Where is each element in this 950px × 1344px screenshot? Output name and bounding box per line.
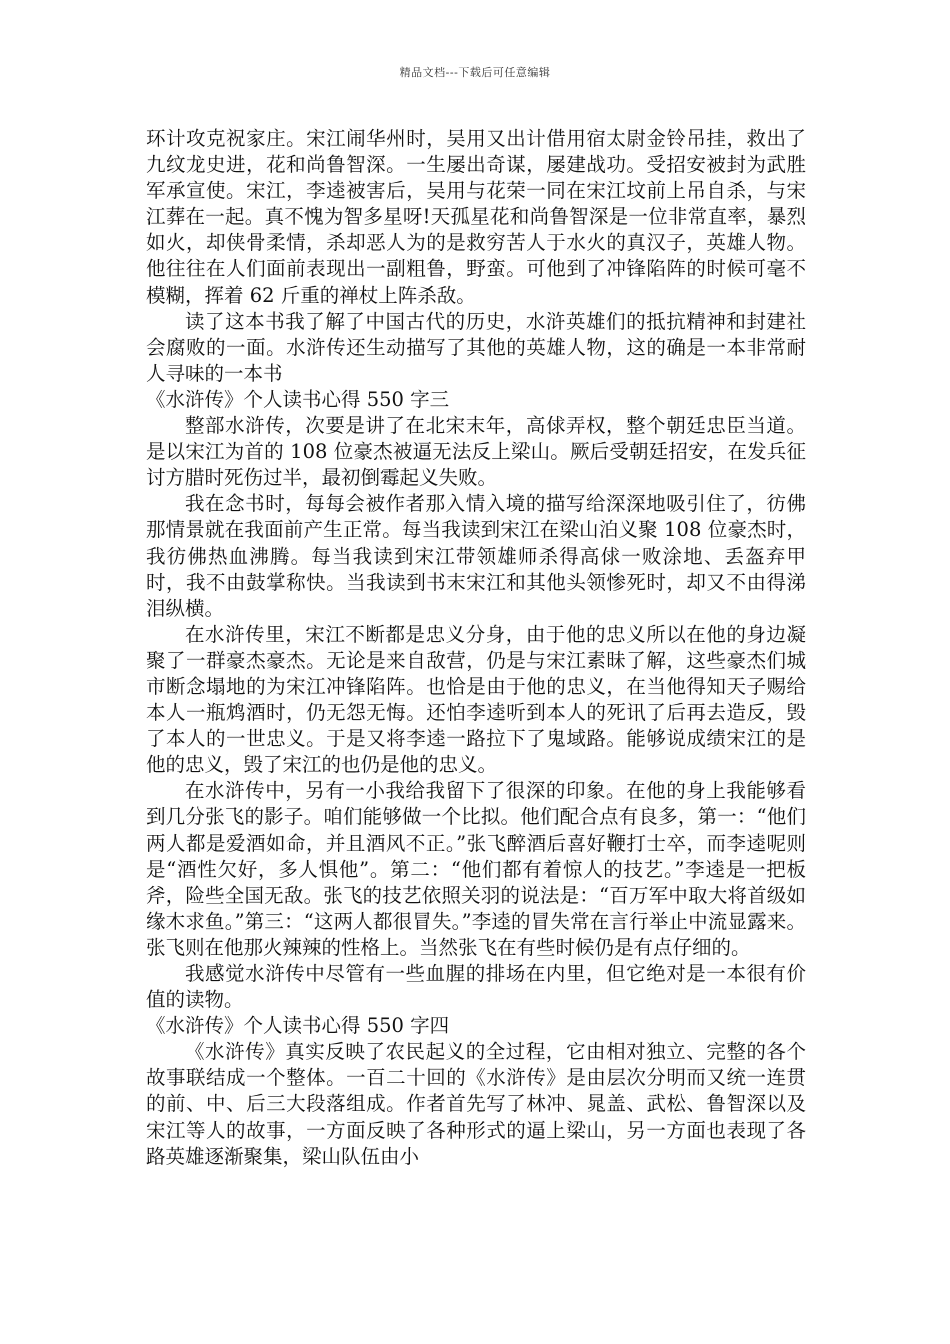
paragraph: 我在念书时，每每会被作者那入情入境的描写给深深地吸引住了，彷佛那情景就在我面前产生正常。每当我读到宋江在梁山泊义聚 108 位豪杰时，我彷佛热血沸腾。每当我读到宋江带领雄师杀得高俅一败涂地、丢盔弃甲时，我不由鼓掌称快。当我读到书末宋江和其他头领惨死时，却又不由得涕泪纵横。 — [146, 492, 806, 620]
document-body — [146, 126, 806, 1170]
paragraph: 我感觉水浒传中尽管有一些血腥的排场在内里，但它绝对是一本很有价值的读物。 — [146, 962, 806, 1012]
paragraph: 在水浒传中，另有一小我给我留下了很深的印象。在他的身上我能够看到几分张飞的影子。咱们能够做一个比拟。他们配合点有良多，第一：“他们两人都是爱酒如命，并且酒风不正。”张飞醉酒后喜好鞭打士卒，而李逵呢则是“酒性欠好，多人惧他”。第二：“他们都有着惊人的技艺。”李逵是一把板斧，险些全国无敌。张飞的技艺依照关羽的说法是：“百万军中取大将首级如缘木求鱼。”第三：“这两人都很冒失。”李逵的冒失常在言行举止中流显露来。张飞则在他那火辣辣的性格上。当然张飞在有些时候仍是有点仔细的。 — [146, 779, 806, 959]
page-header: 精品文档---下载后可任意编辑 — [399, 66, 551, 79]
section-heading: 《水浒传》个人读书心得 550 字三 — [146, 387, 450, 411]
section-heading: 《水浒传》个人读书心得 550 字四 — [146, 1014, 450, 1038]
paragraph: 《水浒传》真实反映了农民起义的全过程，它由相对独立、完整的各个故事联结成一个整体。一百二十回的《水浒传》是由层次分明而又统一连贯的前、中、后三大段落组成。作者首先写了林冲、晁盖、武松、鲁智深以及宋江等人的故事，一方面反映了各种形式的逼上梁山，另一方面也表现了各路英雄逐渐聚集，梁山队伍由小 — [146, 1040, 806, 1168]
paragraph: 读了这本书我了解了中国古代的历史，水浒英雄们的抵抗精神和封建社会腐败的一面。水浒传还生动描写了其他的英雄人物，这的确是一本非常耐人寻味的一本书 — [146, 309, 806, 385]
paragraph: 环计攻克祝家庄。宋江闹华州时，吴用又出计借用宿太尉金铃吊挂，救出了九纹龙史进，花和尚鲁智深。一生屡出奇谋，屡建战功。受招安被封为武胜军承宣使。宋江，李逵被害后，吴用与花荣一同在宋江坟前上吊自杀，与宋江葬在一起。真不愧为智多星呀!天孤星花和尚鲁智深是一位非常直率，暴烈如火，却侠骨柔情，杀却恶人为的是救穷苦人于水火的真汉子，英雄人物。他往往在人们面前表现出一副粗鲁，野蛮。可他到了冲锋陷阵的时候可毫不模糊，挥着 62 斤重的禅杖上阵杀敌。 — [146, 127, 806, 307]
paragraph: 在水浒传里，宋江不断都是忠义分身，由于他的忠义所以在他的身边凝聚了一群豪杰豪杰。无论是来自敌营，仍是与宋江素昧了解，这些豪杰们城市断念塌地的为宋江冲锋陷阵。也恰是由于他的忠义，在当他得知天子赐给本人一瓶鸩酒时，仍无怨无悔。还怕李逵听到本人的死讯了后再去造反，毁了本人的一世忠义。于是又将李逵一路拉下了鬼域路。能够说成绩宋江的是他的忠义，毁了宋江的也仍是他的忠义。 — [146, 622, 806, 777]
paragraph: 整部水浒传，次要是讲了在北宋末年，高俅弄权，整个朝廷忠臣当道。是以宋江为首的 108 位豪杰被逼无法反上梁山。厥后受朝廷招安，在发兵征讨方腊时死伤过半，最初倒霉起义失败。 — [146, 414, 806, 490]
